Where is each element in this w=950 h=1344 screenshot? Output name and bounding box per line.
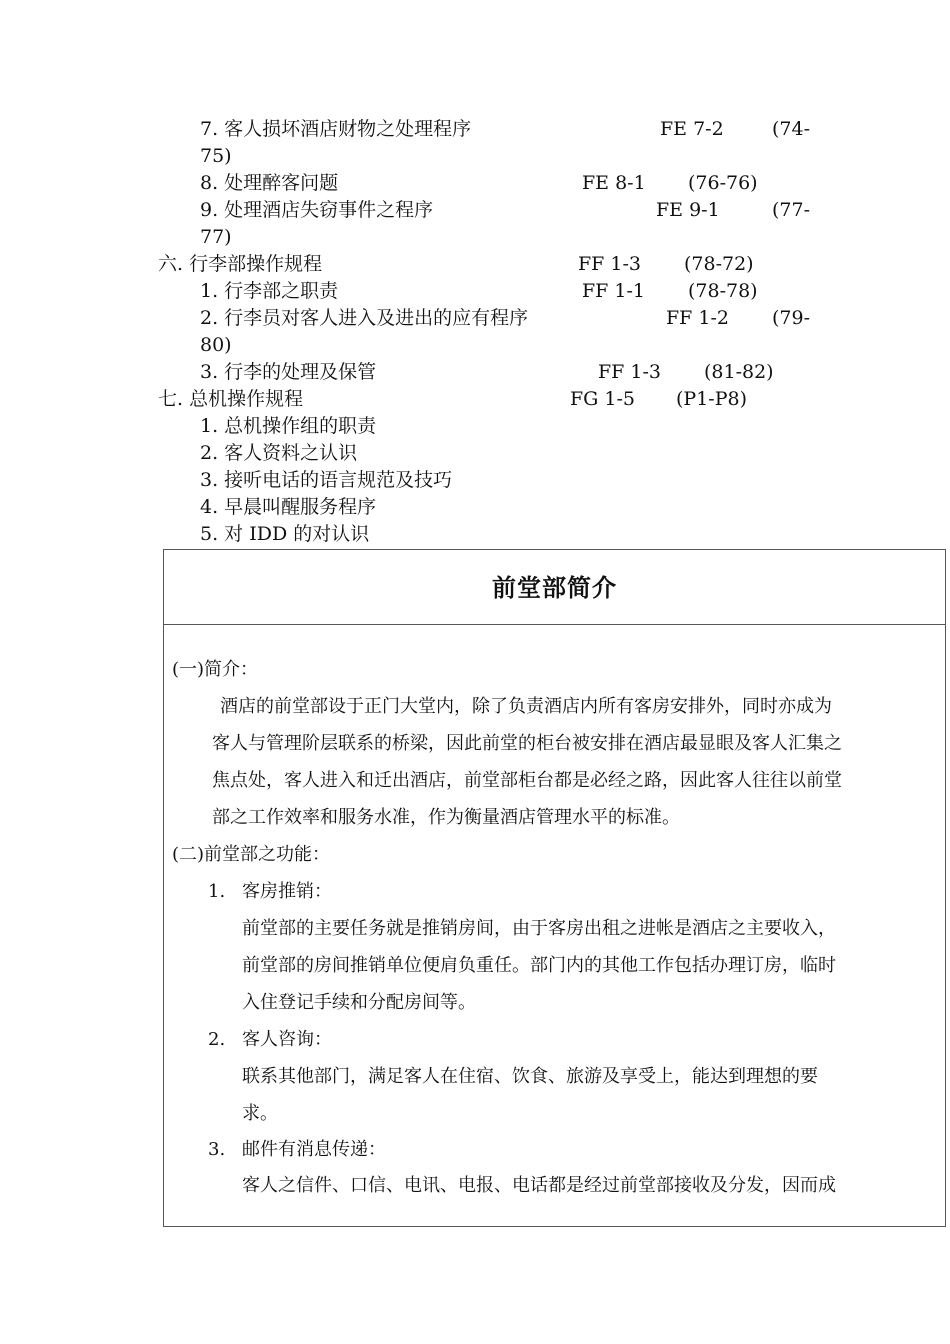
toc-s7-item-2: 2. 客人资料之认识 bbox=[200, 442, 358, 464]
toc-s6-item-2-pages-wrap: 80) bbox=[200, 334, 232, 356]
intro-header bbox=[164, 550, 945, 625]
function-1-line-2: 前堂部的房间推销单位便肩负重任。部门内的其他工作包括办理订房，临时 bbox=[242, 955, 836, 976]
toc-item-9-code: FE 9-1 bbox=[656, 199, 720, 221]
function-2-number: 2. bbox=[208, 1029, 226, 1050]
toc-item-7-pages: (74- bbox=[772, 118, 811, 140]
toc-s6-item-2: 2. 行李员对客人进入及进出的应有程序 bbox=[200, 307, 529, 329]
toc-s7-item-3: 3. 接听电话的语言规范及技巧 bbox=[200, 469, 453, 491]
toc-item-9-pages-wrap: 77) bbox=[200, 226, 232, 248]
toc-s6-item-2-code: FF 1-2 bbox=[666, 307, 730, 329]
intro-box bbox=[163, 549, 946, 1227]
function-1-line-3: 入住登记手续和分配房间等。 bbox=[242, 992, 476, 1013]
function-2-line-1: 联系其他部门，满足客人在住宿、饮食、旅游及享受上，能达到理想的要 bbox=[242, 1066, 818, 1087]
toc-section-6: 六. 行李部操作规程 bbox=[158, 253, 323, 275]
toc-section-6-code: FF 1-3 bbox=[578, 253, 642, 275]
intro-heading-2: (二)前堂部之功能： bbox=[172, 844, 331, 865]
toc-section-7: 七. 总机操作规程 bbox=[158, 388, 304, 410]
intro-title: 前堂部简介 bbox=[492, 573, 617, 602]
intro-para-line-4: 部之工作效率和服务水准，作为衡量酒店管理水平的标准。 bbox=[212, 807, 680, 828]
toc-section-7-pages: (P1-P8) bbox=[676, 388, 747, 410]
toc-item-8-code: FE 8-1 bbox=[582, 172, 646, 194]
toc-item-9: 9. 处理酒店失窃事件之程序 bbox=[200, 199, 434, 221]
toc-item-7: 7. 客人损坏酒店财物之处理程序 bbox=[200, 118, 472, 140]
toc-item-8: 8. 处理醉客问题 bbox=[200, 172, 339, 194]
toc-item-8-pages: (76-76) bbox=[688, 172, 758, 194]
intro-para-line-3: 焦点处，客人进入和迁出酒店，前堂部柜台都是必经之路，因此客人往往以前堂 bbox=[212, 770, 842, 791]
function-2-line-2: 求。 bbox=[242, 1103, 278, 1124]
function-3-line-1: 客人之信件、口信、电讯、电报、电话都是经过前堂部接收及分发，因而成 bbox=[242, 1175, 836, 1196]
toc-s7-item-4: 4. 早晨叫醒服务程序 bbox=[200, 496, 377, 518]
toc-s6-item-1-code: FF 1-1 bbox=[582, 280, 646, 302]
toc-item-7-pages-wrap: 75) bbox=[200, 145, 232, 167]
toc-s7-item-5: 5. 对 IDD 的对认识 bbox=[200, 523, 370, 545]
toc-s6-item-2-pages: (79- bbox=[772, 307, 811, 329]
toc-s6-item-1-pages: (78-78) bbox=[688, 280, 758, 302]
toc-s6-item-3-pages: (81-82) bbox=[704, 361, 774, 383]
toc-s6-item-1: 1. 行李部之职责 bbox=[200, 280, 339, 302]
function-1-line-1: 前堂部的主要任务就是推销房间，由于客房出租之进帐是酒店之主要收入， bbox=[242, 918, 836, 939]
intro-para-line-2: 客人与管理阶层联系的桥梁，因此前堂的柜台被安排在酒店最显眼及客人汇集之 bbox=[212, 733, 842, 754]
function-3-number: 3. bbox=[208, 1139, 226, 1160]
function-1-title: 客房推销： bbox=[242, 881, 332, 902]
function-2-title: 客人咨询： bbox=[242, 1029, 332, 1050]
function-1-number: 1. bbox=[208, 881, 226, 902]
function-3-title: 邮件有消息传递： bbox=[242, 1139, 386, 1160]
intro-para-line-1: 酒店的前堂部设于正门大堂内，除了负责酒店内所有客房安排外，同时亦成为 bbox=[220, 696, 832, 717]
toc-s6-item-3-code: FF 1-3 bbox=[598, 361, 662, 383]
toc-s6-item-3: 3. 行李的处理及保管 bbox=[200, 361, 377, 383]
toc-section-7-code: FG 1-5 bbox=[570, 388, 635, 410]
intro-heading-1: (一)简介： bbox=[172, 659, 259, 680]
toc-item-7-code: FE 7-2 bbox=[660, 118, 724, 140]
toc-s7-item-1: 1. 总机操作组的职责 bbox=[200, 415, 377, 437]
toc-section-6-pages: (78-72) bbox=[684, 253, 754, 275]
toc-item-9-pages: (77- bbox=[772, 199, 811, 221]
